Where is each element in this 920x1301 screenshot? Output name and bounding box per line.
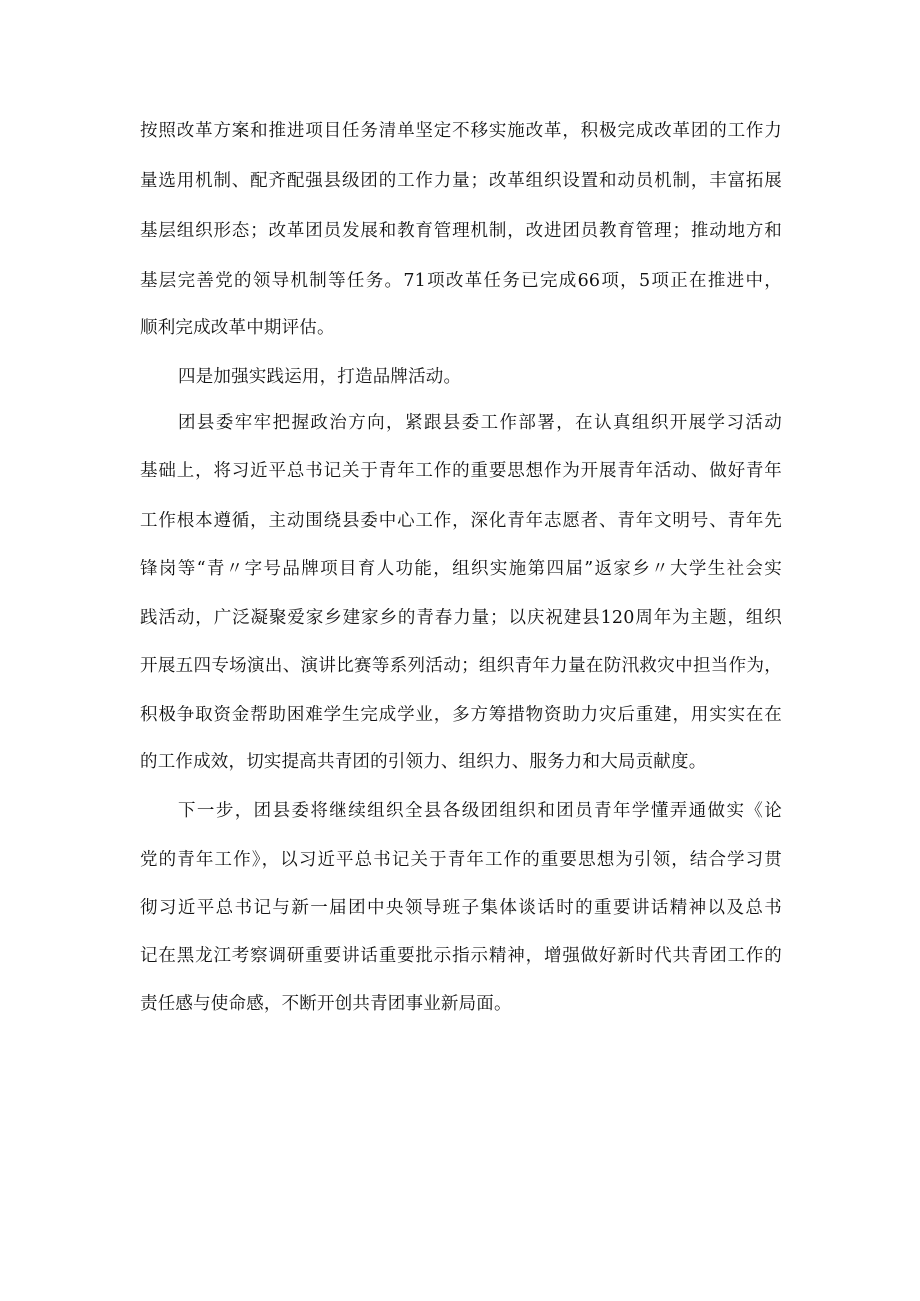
paragraph-3-line-1: 团县委牢牢把握政治方向，紧跟县委工作部署，在认真组织开展学习活动 — [178, 413, 782, 433]
paragraph-3-line-4: 锋岗等“青〃字号品牌项目育人功能，组织实施第四届”返家乡〃大学生社会实 — [140, 559, 782, 579]
paragraph-4-line-3: 彻习近平总书记与新一届团中央领导班子集体谈话时的重要讲话精神以及总书 — [140, 898, 782, 918]
paragraph-3-line-5: 践活动，广泛凝聚爱家乡建家乡的青春力量；以庆祝建县120周年为主题，组织 — [140, 608, 782, 628]
section-heading-4: 四是加强实践运用，打造品牌活动。 — [178, 367, 462, 387]
paragraph-4-line-4: 记在黑龙江考察调研重要讲话重要批示指示精神，增强做好新时代共青团工作的 — [140, 946, 782, 966]
paragraph-4-line-2: 党的青年工作》，以习近平总书记关于青年工作的重要思想为引领，结合学习贯 — [140, 850, 782, 870]
paragraph-4-line-1: 下一步，团县委将继续组织全县各级团组织和团员青年学懂弄通做实《论 — [178, 801, 782, 821]
paragraph-3-line-7: 积极争取资金帮助困难学生完成学业，多方筹措物资助力灾后重建，用实实在在 — [140, 705, 782, 725]
paragraph-1-line-4: 基层完善党的领导机制等任务。71项改革任务已完成66项，5项正在推进中， — [140, 271, 782, 291]
paragraph-1-line-2: 量选用机制、配齐配强县级团的工作力量；改革组织设置和动员机制，丰富拓展 — [140, 171, 782, 191]
paragraph-1-line-3: 基层组织形态；改革团员发展和教育管理机制，改进团员教育管理；推动地方和 — [140, 221, 782, 241]
paragraph-4-line-5: 责任感与使命感，不断开创共青团事业新局面。 — [140, 994, 512, 1014]
paragraph-3-line-3: 工作根本遵循，主动围绕县委中心工作，深化青年志愿者、青年文明号、青年先 — [140, 511, 782, 531]
paragraph-3-line-6: 开展五四专场演出、演讲比赛等系列活动；组织青年力量在防汛救灾中担当作为， — [140, 656, 782, 676]
paragraph-1-line-1: 按照改革方案和推进项目任务清单坚定不移实施改革，积极完成改革团的工作力 — [140, 121, 782, 141]
paragraph-3-line-2: 基础上，将习近平总书记关于青年工作的重要思想作为开展青年活动、做好青年 — [140, 461, 782, 481]
paragraph-1-line-5: 顺利完成改革中期评估。 — [140, 318, 335, 338]
paragraph-3-line-8: 的工作成效，切实提高共青团的引领力、组织力、服务力和大局贡献度。 — [140, 752, 707, 772]
